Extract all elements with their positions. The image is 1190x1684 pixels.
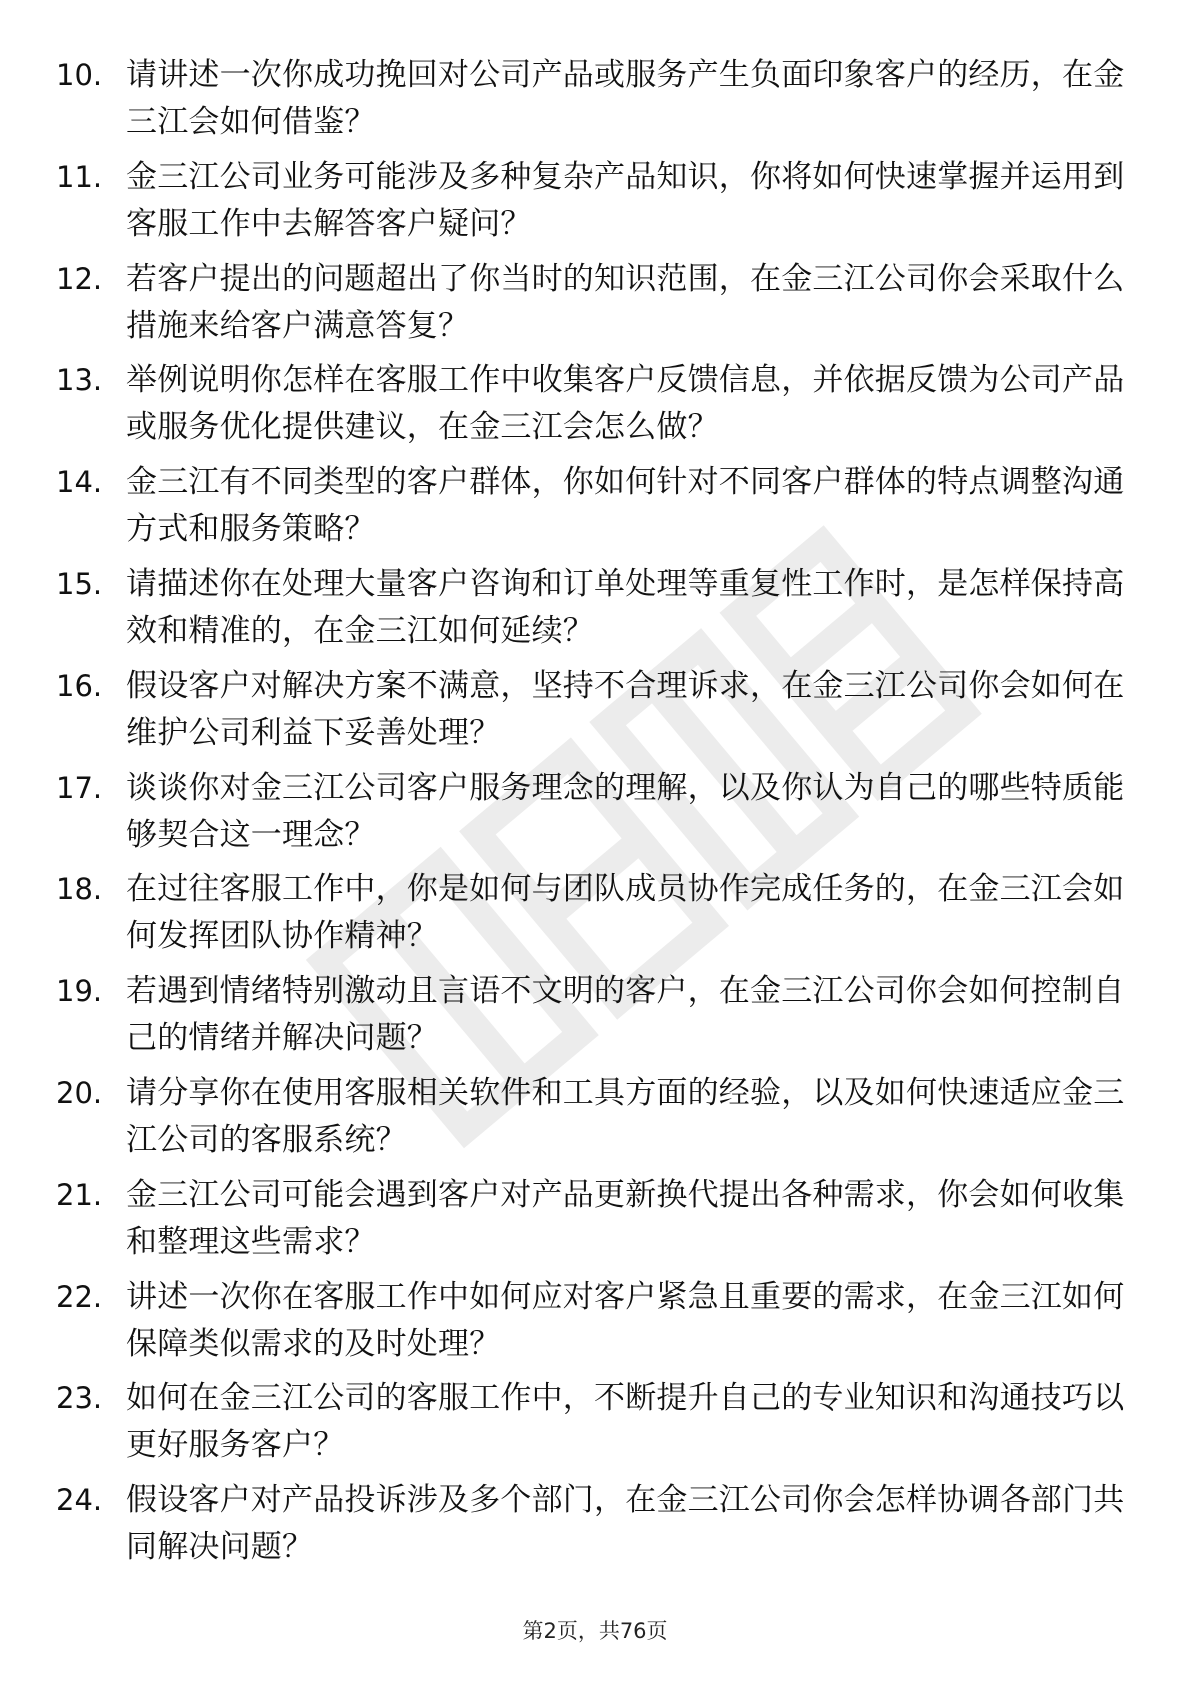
question-number: 22. <box>56 1279 103 1314</box>
question-number: 21. <box>56 1177 103 1212</box>
question-item <box>56 1477 1136 1579</box>
question-text: 讲述一次你在客服工作中如何应对客户紧急且重要的需求，在金三江如何保障类似需求的及时处理？ <box>126 1278 1125 1362</box>
question-text: 举例说明你怎样在客服工作中收集客户反馈信息，并依据反馈为公司产品或服务优化提供建议，在金三江会怎么做？ <box>126 362 1125 446</box>
question-text: 假设客户对解决方案不满意，坚持不合理诉求，在金三江公司你会如何在维护公司利益下妥善处理？ <box>126 667 1125 751</box>
question-text: 在过往客服工作中，你是如何与团队成员协作完成任务的，在金三江会如何发挥团队协作精神？ <box>126 871 1125 955</box>
question-number: 10. <box>56 58 103 92</box>
question-item <box>56 1375 1136 1477</box>
question-number: 15. <box>56 566 103 601</box>
question-number: 12. <box>56 261 103 296</box>
question-item <box>56 765 1136 867</box>
question-number: 18. <box>56 872 103 907</box>
question-text: 假设客户对产品投诉涉及多个部门，在金三江公司你会怎样协调各部门共同解决问题？ <box>126 1482 1125 1566</box>
page-number-label: 第2页，共76页 <box>522 1619 668 1643</box>
question-number: 14. <box>56 465 103 500</box>
question-text: 金三江公司可能会遇到客户对产品更新换代提出各种需求，你会如何收集和整理这些需求？ <box>126 1176 1125 1260</box>
question-text: 请描述你在处理大量客户咨询和订单处理等重复性工作时，是怎样保持高效和精准的，在金三江如何延续？ <box>126 565 1125 649</box>
question-number: 23. <box>56 1381 103 1416</box>
question-item <box>56 866 1136 968</box>
question-text: 金三江公司业务可能涉及多种复杂产品知识，你将如何快速掌握并运用到客服工作中去解答客户疑问？ <box>126 158 1125 242</box>
question-text: 若遇到情绪特别激动且言语不文明的客户，在金三江公司你会如何控制自己的情绪并解决问题？ <box>126 973 1125 1057</box>
question-number: 13. <box>56 363 103 398</box>
question-text: 请讲述一次你成功挽回对公司产品或服务产生负面印象客户的经历，在金三江会如何借鉴？ <box>126 57 1125 140</box>
question-item <box>56 357 1136 459</box>
question-number: 19. <box>56 974 103 1009</box>
question-number: 20. <box>56 1075 103 1110</box>
question-item <box>56 52 1136 154</box>
question-item <box>56 459 1136 561</box>
question-text: 如何在金三江公司的客服工作中，不断提升自己的专业知识和沟通技巧以更好服务客户？ <box>126 1380 1125 1464</box>
question-text: 谈谈你对金三江公司客户服务理念的理解，以及你认为自己的哪些特质能够契合这一理念？ <box>126 769 1125 853</box>
question-number: 17. <box>56 770 103 805</box>
question-text: 金三江有不同类型的客户群体，你如何针对不同客户群体的特点调整沟通方式和服务策略？ <box>126 464 1125 548</box>
question-item <box>56 968 1136 1070</box>
question-item <box>56 663 1136 765</box>
question-item <box>56 561 1136 663</box>
question-number: 11. <box>56 159 103 194</box>
question-item <box>56 1070 1136 1172</box>
question-list <box>56 52 1136 1579</box>
question-item <box>56 1274 1136 1376</box>
page-footer <box>0 1616 1190 1646</box>
question-number: 24. <box>56 1483 103 1518</box>
question-item <box>56 154 1136 256</box>
question-number: 16. <box>56 668 103 703</box>
question-text: 若客户提出的问题超出了你当时的知识范围，在金三江公司你会采取什么措施来给客户满意答复？ <box>126 260 1125 344</box>
question-text: 请分享你在使用客服相关软件和工具方面的经验，以及如何快速适应金三江公司的客服系统？ <box>126 1074 1125 1158</box>
question-item <box>56 256 1136 358</box>
question-item <box>56 1172 1136 1274</box>
